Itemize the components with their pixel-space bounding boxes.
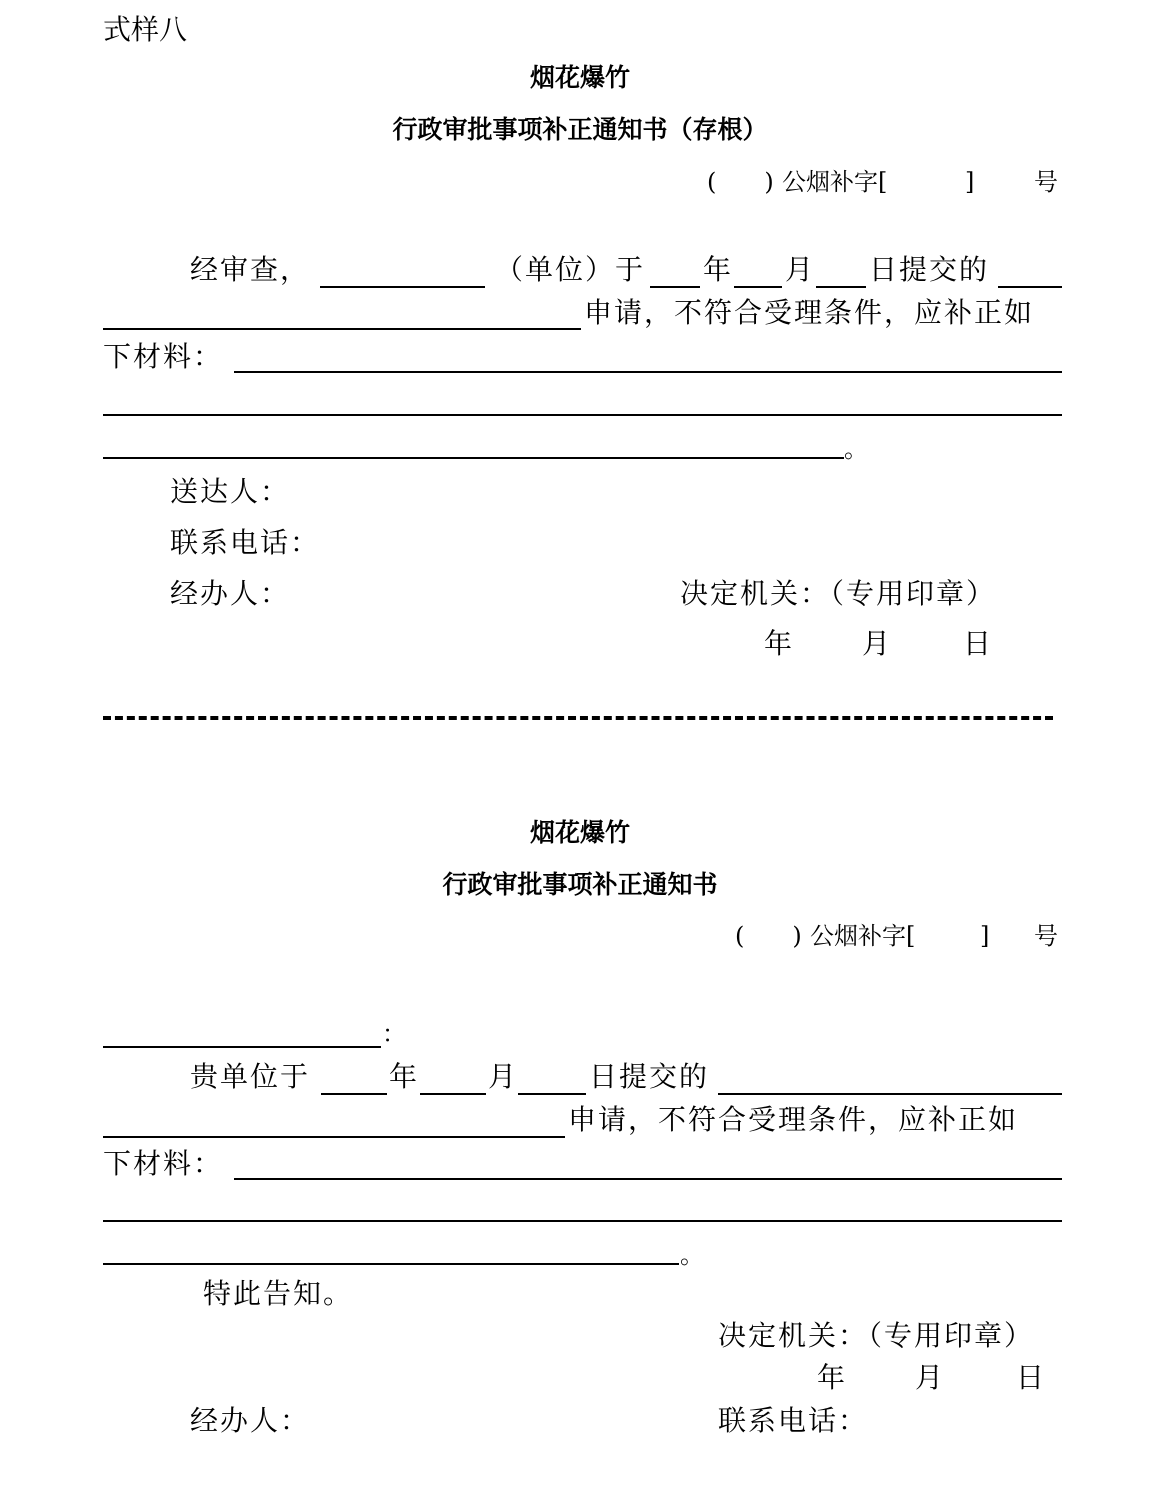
stub-date-ri: 日: [963, 627, 992, 660]
notice-doc-paren: ( ): [735, 922, 802, 950]
stub-body-apply: 申请，不符合受理条件，应补正如: [584, 296, 1035, 329]
notice-body-yue: 月: [488, 1060, 517, 1093]
notice-addressee-blank[interactable]: [103, 1046, 381, 1048]
stub-date-yue: 月: [862, 627, 891, 660]
stub-doc-hao: 号: [1034, 168, 1058, 196]
stub-year-blank[interactable]: [650, 286, 700, 288]
stub-application-blank-b[interactable]: [103, 328, 581, 330]
stub-body-lead: 经审查，: [190, 253, 311, 286]
notice-body-nian: 年: [389, 1060, 418, 1093]
notice-body-materials: 下材料：: [103, 1147, 224, 1180]
stub-unit-blank[interactable]: [320, 286, 485, 288]
notice-day-blank[interactable]: [518, 1093, 586, 1095]
stub-doc-bracket: ]: [965, 168, 975, 196]
stub-body-yue: 月: [785, 253, 814, 286]
notice-materials-blank-3[interactable]: [103, 1263, 679, 1265]
stub-body-unit: （单位）于: [495, 253, 646, 286]
notice-phone-label: 联系电话：: [718, 1404, 869, 1437]
stub-doc-paren: ( ): [707, 168, 774, 196]
notice-addressee-colon: ：: [382, 1020, 406, 1048]
notice-handler-label: 经办人：: [190, 1404, 311, 1437]
notice-application-blank-a[interactable]: [718, 1093, 1062, 1095]
notice-year-blank[interactable]: [321, 1093, 387, 1095]
stub-application-blank-a[interactable]: [998, 286, 1062, 288]
notice-authority-label: 决定机关：（专用印章）: [718, 1319, 1035, 1352]
stub-body-submit: 日提交的: [869, 253, 990, 286]
stub-body-materials: 下材料：: [103, 340, 224, 373]
stub-body-nian: 年: [703, 253, 732, 286]
style-label: 式样八: [103, 13, 188, 46]
notice-materials-blank-2[interactable]: [103, 1220, 1062, 1222]
stub-doc-prefix: 公烟补字[: [782, 168, 888, 196]
notice-date-yue: 月: [915, 1361, 944, 1394]
notice-doc-prefix: 公烟补字[: [810, 922, 916, 950]
cut-line-separator: [103, 716, 1053, 720]
stub-title-line1: 烟花爆竹: [529, 63, 630, 92]
notice-doc-hao: 号: [1034, 922, 1058, 950]
notice-doc-bracket: ]: [980, 922, 990, 950]
notice-date-ri: 日: [1016, 1361, 1045, 1394]
stub-materials-blank-1[interactable]: [234, 371, 1062, 373]
stub-day-blank[interactable]: [816, 286, 866, 288]
stub-handler-label: 经办人：: [170, 577, 291, 610]
stub-materials-blank-2[interactable]: [103, 414, 1062, 416]
notice-materials-blank-1[interactable]: [234, 1178, 1062, 1180]
stub-title-line2: 行政审批事项补正通知书（存根）: [392, 115, 768, 144]
notice-body-apply: 申请，不符合受理条件，应补正如: [568, 1103, 1019, 1136]
stub-authority-label: 决定机关：（专用印章）: [680, 577, 997, 610]
notice-body-period: 。: [680, 1241, 704, 1269]
notice-application-blank-b[interactable]: [103, 1136, 565, 1138]
notice-body-submit: 日提交的: [589, 1060, 710, 1093]
stub-date-nian: 年: [764, 627, 793, 660]
stub-body-period: 。: [844, 435, 868, 463]
stub-materials-blank-3[interactable]: [103, 457, 844, 459]
notice-month-blank[interactable]: [420, 1093, 486, 1095]
stub-deliverer-label: 送达人：: [170, 475, 291, 508]
notice-date-nian: 年: [817, 1361, 846, 1394]
notice-title-line1: 烟花爆竹: [529, 818, 630, 847]
notice-body-lead: 贵单位于: [190, 1060, 311, 1093]
stub-month-blank[interactable]: [734, 286, 782, 288]
notice-inform-text: 特此告知。: [203, 1277, 354, 1310]
stub-phone-label: 联系电话：: [170, 526, 321, 559]
notice-title-line2: 行政审批事项补正通知书: [442, 870, 718, 899]
